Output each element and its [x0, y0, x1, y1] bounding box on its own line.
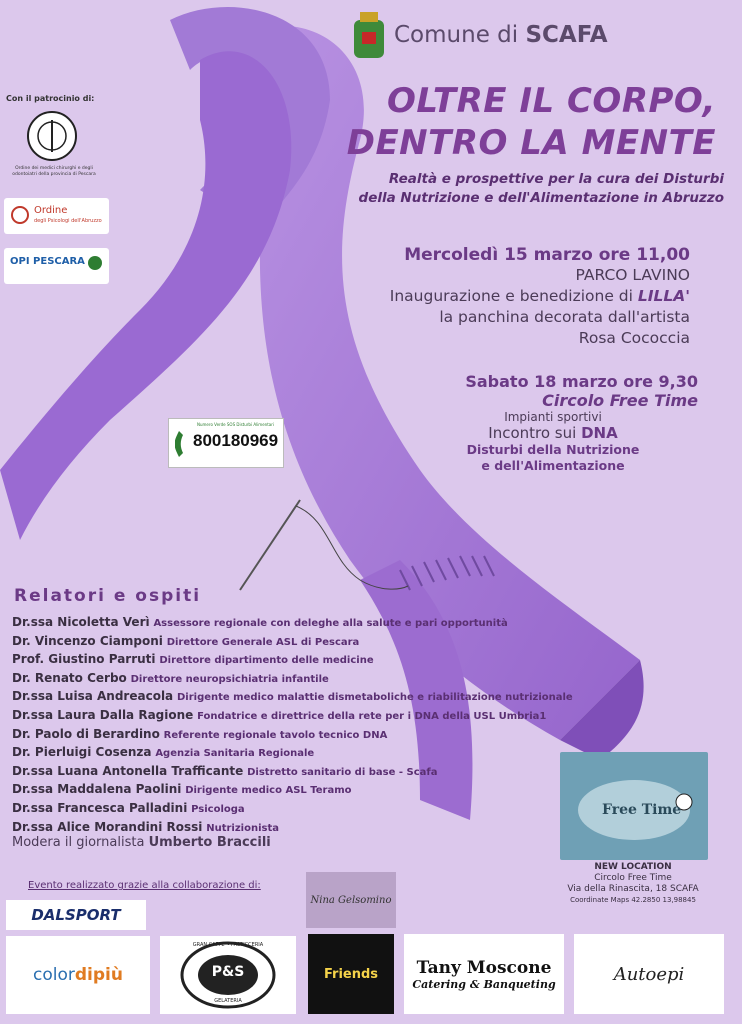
relatore-name: Dr.ssa Francesca Palladini	[12, 800, 188, 815]
location-address: Via della Rinascita, 18 SCAFA	[567, 884, 699, 894]
relatore-row	[12, 744, 652, 763]
colordipiu-logo	[6, 936, 150, 1014]
relatore-row	[12, 614, 652, 633]
opi-pescara-logo	[4, 248, 109, 284]
event-title	[347, 80, 716, 164]
relatore-name: Dr.ssa Nicoletta Verì	[12, 615, 150, 629]
relatore-role: Dirigente medico ASL Teramo	[185, 785, 352, 797]
friends-text: Friends	[323, 966, 379, 982]
scafa-crest-icon	[352, 10, 386, 60]
relatore-role: Nutrizionista	[206, 822, 280, 834]
phone-number: 800180969	[193, 431, 279, 450]
phone-icon	[175, 429, 193, 459]
event-one-desc-name: LILLA'	[637, 287, 690, 305]
relatore-name: Dr. Renato Cerbo	[12, 670, 127, 685]
event-one-when: Mercoledì 15 marzo ore 11,00	[404, 245, 690, 265]
omc-seal-icon	[22, 110, 82, 162]
ordine-icon	[10, 205, 30, 225]
subtitle-line-1: Realtà e prospettive per la cura dei Disturbi	[388, 171, 724, 187]
event-one-artist: Rosa Cococcia	[578, 329, 690, 347]
event-two-incontro-dna: DNA	[581, 424, 618, 442]
friends-logo	[308, 934, 394, 1014]
event-one-desc	[270, 286, 690, 307]
location-coords: Coordinate Maps 42.2850 13,98845	[570, 896, 696, 904]
event-two-incontro	[408, 424, 698, 442]
relatore-row	[12, 651, 652, 670]
nina-logo	[306, 872, 396, 928]
relatore-name: Dr.ssa Maddalena Paolini	[12, 782, 182, 797]
omc-text: Ordine dei medici chirurghi e degli odontoiatri della provincia di Pescara	[12, 166, 96, 177]
location-info	[548, 862, 718, 906]
ps-text: P&S	[211, 964, 245, 980]
relatore-name: Dr. Paolo di Berardino	[12, 726, 160, 741]
colordipiu-b: dipiù	[74, 965, 123, 985]
ps-bottom: GELATERIA	[214, 998, 242, 1004]
relatore-role: Assessore regionale con deleghe alla salute e pari opportunità	[153, 618, 508, 629]
moderator	[12, 835, 271, 850]
event-two-sub: Impianti sportivi	[504, 410, 602, 424]
free-time-logo	[560, 752, 708, 860]
ps-top: GRAN CAFFE' - PASTICCERIA	[192, 942, 264, 948]
tany-title: Tany Moscone	[416, 957, 552, 978]
dalsport-logo	[6, 900, 146, 930]
relatore-row	[12, 763, 652, 782]
relatore-name: Dr. Vincenzo Ciamponi	[12, 633, 163, 648]
relatore-row	[12, 633, 652, 652]
event-subtitle	[359, 170, 724, 208]
relatore-row	[12, 670, 652, 689]
relatore-role: Psicologa	[191, 803, 245, 815]
event-two-when: Sabato 18 marzo ore 9,30	[465, 372, 698, 391]
title-line-2: DENTRO LA MENTE	[346, 123, 716, 163]
moderator-prefix: Modera il giornalista	[12, 835, 149, 850]
autoepi-logo	[574, 934, 724, 1014]
relatore-role: Direttore neuropsichiatria infantile	[130, 673, 329, 685]
opi-title: OPI PESCARA	[10, 256, 85, 267]
ordine-sub: degli Psicologi dell'Abruzzo	[34, 218, 102, 224]
relatore-name: Dr.ssa Laura Dalla Ragione	[12, 707, 194, 722]
opi-icon	[86, 254, 104, 272]
relatore-row	[12, 726, 652, 745]
colordipiu-a: color	[33, 965, 75, 985]
event-two-place: Circolo Free Time	[542, 391, 698, 410]
comune-name: SCAFA	[525, 22, 608, 48]
relatori-list	[12, 614, 652, 837]
relatore-name: Prof. Giustino Parruti	[12, 652, 156, 667]
event-two-incontro-prefix: Incontro sui	[488, 424, 582, 442]
ordine-title: Ordine	[34, 205, 68, 216]
relatore-role: Dirigente medico malattie dismetaboliche e riabilitazione nutrizionale	[176, 692, 573, 704]
relatore-row	[12, 688, 652, 707]
free-time-logo-text: Free Time	[602, 802, 682, 818]
comune-header	[394, 22, 608, 48]
relatore-name: Dr.ssa Luisa Andreacola	[12, 689, 174, 704]
relatore-name: Dr.ssa Alice Morandini Rossi	[12, 819, 203, 834]
patrocinio-label: Con il patrocinio di:	[6, 94, 95, 103]
autoepi-text: Autoepi	[613, 963, 685, 985]
location-name: Circolo Free Time	[594, 873, 672, 883]
relatore-row	[12, 781, 652, 800]
relatore-role: Agenzia Sanitaria Regionale	[155, 748, 315, 760]
relatore-role: Referente regionale tavolo tecnico DNA	[163, 729, 388, 741]
event-one-desc2: la panchina decorata dall'artista	[439, 308, 690, 326]
tany-moscone-logo	[404, 934, 564, 1014]
nina-text: Nina Gelsomino	[310, 894, 392, 906]
relatore-name: Dr.ssa Luana Antonella Trafficante	[12, 763, 244, 778]
sponsors-label: Evento realizzato grazie alla collaborazione di:	[28, 880, 261, 891]
event-one-place: PARCO LAVINO	[575, 266, 690, 284]
relatore-name: Dr. Pierluigi Cosenza	[12, 745, 152, 760]
phone-box	[168, 418, 284, 468]
subtitle-line-2: della Nutrizione e dell'Alimentazione in Abruzzo	[358, 190, 724, 206]
location-new: NEW LOCATION	[594, 862, 672, 872]
event-two-dna-2: e dell'Alimentazione	[481, 458, 625, 473]
tany-sub: Catering & Banqueting	[412, 977, 556, 991]
relatore-row	[12, 707, 652, 726]
relatore-role: Fondatrice e direttrice della rete per i DNA della USL Umbria1	[197, 710, 547, 722]
phone-label: Numero Verde SOS Disturbi Alimentari	[197, 422, 274, 427]
relatore-role: Direttore dipartimento delle medicine	[159, 655, 374, 667]
dalsport-text: DALSPORT	[31, 906, 121, 924]
comune-prefix: Comune di	[394, 22, 526, 48]
event-two	[408, 372, 698, 474]
ordine-psicologi-logo	[4, 198, 109, 234]
relatore-role: Direttore Generale ASL di Pescara	[166, 636, 360, 648]
event-one	[270, 245, 690, 349]
event-one-desc-prefix: Inaugurazione e benedizione di	[389, 287, 638, 305]
relatori-title: Relatori e ospiti	[14, 586, 202, 606]
relatore-role: Distretto sanitario di base - Scafa	[247, 766, 438, 778]
title-line-1: OLTRE IL CORPO,	[386, 81, 716, 121]
relatore-row	[12, 800, 652, 819]
event-two-dna-1: Disturbi della Nutrizione	[466, 442, 640, 457]
moderator-name: Umberto Braccili	[148, 835, 271, 850]
ps-logo	[160, 936, 296, 1014]
